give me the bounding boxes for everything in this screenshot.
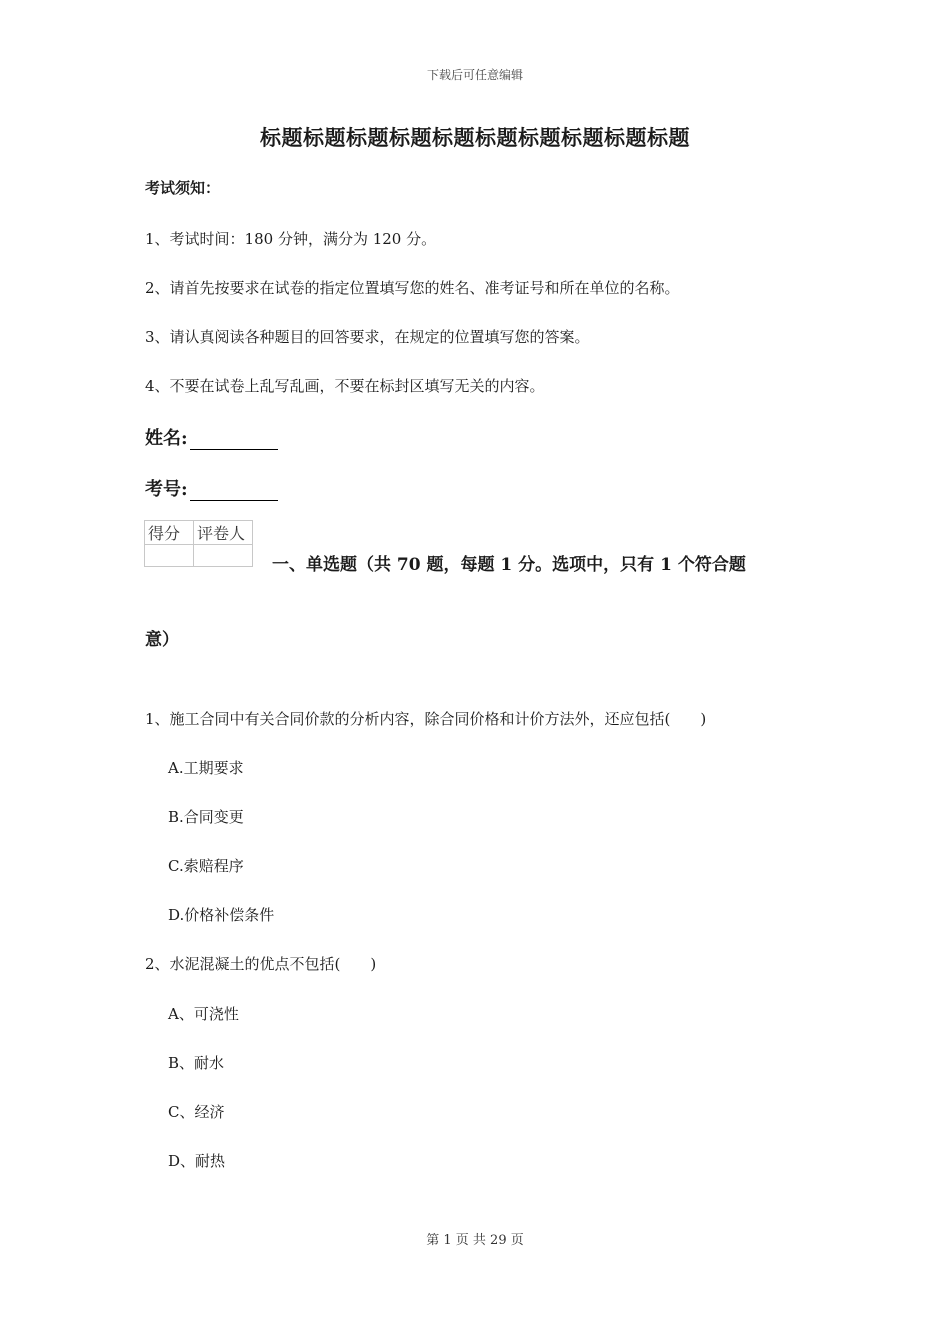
- question-2-option-a: A、可浇性: [168, 1005, 239, 1023]
- notice-item: 2、请首先按要求在试卷的指定位置填写您的姓名、准考证号和所在单位的名称。: [145, 279, 680, 297]
- question-1-option-a: A.工期要求: [168, 759, 244, 777]
- question-2-option-c: C、经济: [168, 1103, 225, 1121]
- grader-cell: [194, 545, 253, 567]
- question-1-option-d: D.价格补偿条件: [168, 906, 275, 924]
- exam-id-field: [145, 475, 278, 501]
- notice-item: 3、请认真阅读各种题目的回答要求，在规定的位置填写您的答案。: [145, 328, 590, 346]
- page-footer: 第 1 页 共 29 页: [426, 1233, 524, 1248]
- exam-id-blank[interactable]: [190, 480, 278, 501]
- name-blank[interactable]: [190, 429, 278, 450]
- score-table: [144, 520, 253, 567]
- page-header: 下载后可任意编辑: [426, 68, 523, 82]
- question-1-option-b: B.合同变更: [168, 808, 244, 826]
- question-1-option-c: C.索赔程序: [168, 857, 244, 875]
- question-2-option-d: D、耐热: [168, 1152, 226, 1170]
- name-field: [145, 424, 278, 450]
- exam-id-label: 考号:: [145, 479, 188, 500]
- question-2: 2、水泥混凝土的优点不包括( ): [145, 955, 377, 973]
- notice-item: 4、不要在试卷上乱写乱画，不要在标封区填写无关的内容。: [145, 377, 545, 395]
- score-cell: [145, 545, 194, 567]
- notice-item: 1、考试时间：180 分钟，满分为 120 分。: [145, 230, 437, 248]
- section-heading-continued: 意）: [145, 630, 179, 650]
- section-heading: 一、单选题（共 70 题，每题 1 分。选项中，只有 1 个符合题: [272, 555, 746, 575]
- notice-heading: 考试须知：: [145, 179, 221, 197]
- grader-header: 评卷人: [194, 521, 253, 545]
- name-label: 姓名:: [145, 428, 188, 449]
- score-header: 得分: [145, 521, 194, 545]
- question-1: 1、施工合同中有关合同价款的分析内容，除合同价格和计价方法外，还应包括( ): [145, 710, 707, 728]
- document-title: 标题标题标题标题标题标题标题标题标题标题: [260, 125, 690, 150]
- question-2-option-b: B、耐水: [168, 1054, 225, 1072]
